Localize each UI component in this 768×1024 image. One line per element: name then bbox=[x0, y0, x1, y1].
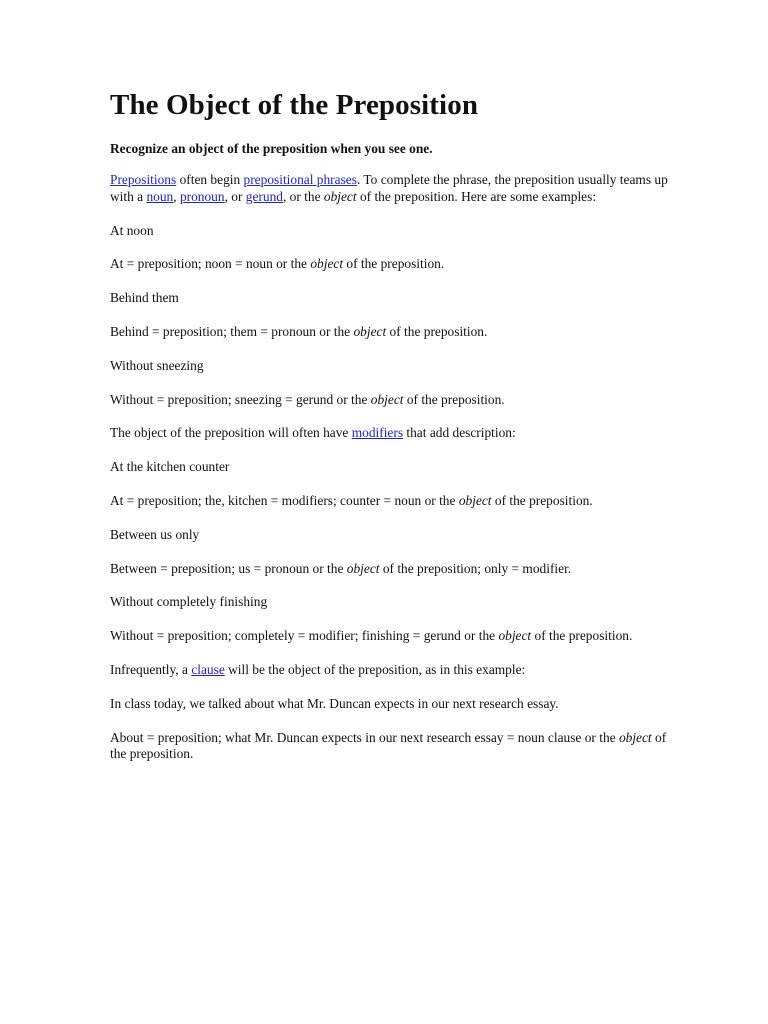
example-explanation-2 bbox=[110, 324, 670, 341]
example-phrase-3: Without sneezing bbox=[110, 357, 204, 373]
object-emphasis: object bbox=[618, 729, 652, 745]
explanation-text: About = preposition; what Mr. Duncan expects in our next research essay = noun clause or the bbox=[110, 729, 619, 745]
explanation-text: At = preposition; noon = noun or the bbox=[110, 256, 311, 272]
explanation-text: of the preposition; only = modifier. bbox=[379, 560, 572, 576]
intro-paragraph bbox=[110, 172, 670, 206]
example-phrase-5: Between us only bbox=[110, 526, 200, 542]
intro-text-5: , or the bbox=[282, 188, 324, 204]
example-explanation-3 bbox=[110, 392, 670, 409]
intro-text-1: often begin bbox=[176, 172, 244, 187]
object-emphasis: object bbox=[498, 628, 532, 644]
explanation-text: of the preposition. bbox=[403, 391, 505, 407]
example-sentence-7: In class today, we talked about what Mr. Duncan expects in our next research essay. bbox=[110, 695, 559, 711]
explanation-text: of the preposition. bbox=[531, 628, 633, 644]
example-phrase-6: Without completely finishing bbox=[110, 594, 268, 610]
object-emphasis: object bbox=[346, 560, 380, 576]
example-explanation-6 bbox=[110, 628, 670, 645]
explanation-text: of the preposition. bbox=[110, 729, 667, 762]
modifiers-intro-text: The object of the preposition will often have bbox=[110, 425, 352, 441]
link-clause[interactable]: clause bbox=[191, 661, 225, 677]
intro-text-4: , or bbox=[224, 188, 246, 204]
modifiers-intro-paragraph bbox=[110, 425, 670, 442]
explanation-text: Between = preposition; us = pronoun or the bbox=[110, 560, 347, 576]
example-explanation-4 bbox=[110, 493, 670, 510]
intro-text-2: . To complete the phrase, the preposition usually teams up with a bbox=[110, 172, 668, 204]
explanation-text: Without = preposition; completely = modifier; finishing = gerund or the bbox=[110, 628, 499, 644]
modifiers-intro-text: that add description: bbox=[403, 425, 516, 441]
example-phrase-4: At the kitchen counter bbox=[110, 459, 230, 475]
object-emphasis: object bbox=[458, 492, 492, 508]
explanation-text: of the preposition. bbox=[491, 492, 593, 508]
link-prepositional-phrases[interactable]: prepositional phrases bbox=[243, 172, 357, 187]
clause-intro-text: Infrequently, a bbox=[110, 661, 192, 677]
intro-text-3: , bbox=[173, 188, 180, 204]
explanation-text: At = preposition; the, kitchen = modifiers; counter = noun or the bbox=[110, 492, 459, 508]
explanation-text: Without = preposition; sneezing = gerund or the bbox=[110, 391, 371, 407]
object-emphasis: object bbox=[370, 391, 404, 407]
explanation-text: of the preposition. bbox=[386, 323, 488, 339]
intro-text-6: of the preposition. Here are some examples: bbox=[356, 188, 597, 204]
clause-intro-text: will be the object of the preposition, as in this example: bbox=[224, 661, 526, 677]
link-pronoun[interactable]: pronoun bbox=[179, 188, 225, 204]
link-gerund[interactable]: gerund bbox=[245, 188, 283, 204]
clause-intro-paragraph bbox=[110, 662, 670, 679]
document-page bbox=[110, 88, 670, 780]
object-emphasis: object bbox=[353, 323, 387, 339]
example-explanation-1 bbox=[110, 256, 670, 273]
example-phrase-2: Behind them bbox=[110, 290, 179, 306]
explanation-text: Behind = preposition; them = pronoun or the bbox=[110, 323, 354, 339]
link-modifiers[interactable]: modifiers bbox=[351, 425, 404, 441]
explanation-text: of the preposition. bbox=[343, 256, 445, 272]
page-title: The Object of the Preposition bbox=[110, 89, 479, 121]
page-subtitle: Recognize an object of the preposition when you see one. bbox=[110, 141, 433, 156]
example-explanation-5 bbox=[110, 561, 670, 578]
link-noun[interactable]: noun bbox=[146, 188, 174, 204]
example-phrase-1: At noon bbox=[110, 222, 154, 238]
link-prepositions[interactable]: Prepositions bbox=[110, 172, 177, 187]
example-explanation-7 bbox=[110, 730, 670, 764]
object-emphasis: object bbox=[310, 256, 344, 272]
object-emphasis: object bbox=[323, 188, 357, 204]
